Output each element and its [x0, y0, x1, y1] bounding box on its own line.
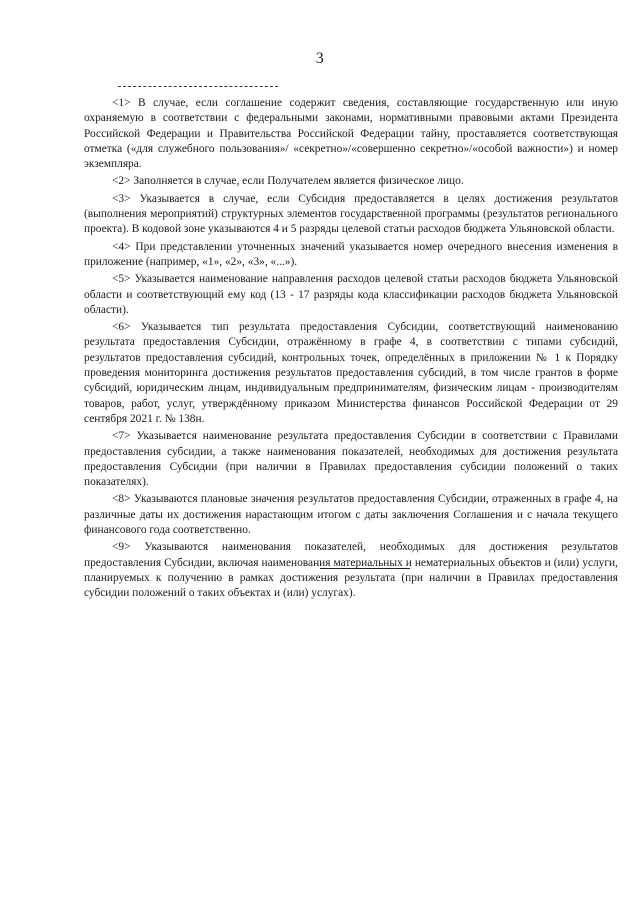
footnote-1: <1> В случае, если соглашение содержит сведения, составляющие государственную или иную охраняемую в соответствии с федеральными законами, нормативными правовыми актами Президента Российской Федерации и Правительства Российской Федерации тайну, проставляется соответствующая отметка («для служебного пользования»/ «секретно»/«совершенно секретно»/«особой важности») и номер экземпляра. [84, 97, 618, 171]
footnote-5: <5> Указывается наименование направления расходов целевой статьи расходов бюджета Ульяновской области и соответствующий ему код (13 - 17 разряды кода классификации расходов бюджета Ульяновской области). [84, 273, 618, 316]
footnote-3: <3> Указывается в случае, если Субсидия предоставляется в целях достижения результатов (выполнения мероприятий) структурных элементов государственной программы (результатов регионального проекта). В кодовой зоне указываются 4 и 5 разряды целевой статьи расходов бюджета Ульяновской области. [84, 192, 618, 236]
page-number: 3 [315, 50, 325, 67]
end-of-notes-line [320, 568, 410, 569]
footnote-6: <6> Указывается тип результата предоставления Субсидии, соответствующий наименованию результата предоставления Субсидии, отражённому в графе 4, в соответствии с типами субсидий, результатов предоставления субсидий, контрольных точек, определённых в приложении № 1 к Порядку проведения мониторинга достижения результатов предоставления субсидий, в том числе грантов в форме субсидий, юридическим лицам, индивидуальным предпринимателям, физическим лицам - производителям товаров, работ, услуг, утверждённому приказом Министерства финансов Российской Федерации от 29 сентября 2021 г. № 138н. [84, 321, 618, 425]
footnote-9: <9> Указываются наименования показателей, необходимых для достижения результатов предоставления Субсидии, включая наименования материальных и нематериальных объектов и (или) услуги, планируемых к получению в рамках достижения результата (при наличии в Правилах предоставления субсидии положений о таких объектах и (или) услугах). [84, 541, 618, 600]
footnote-8: <8> Указываются плановые значения результатов предоставления Субсидии, отраженных в графе 4, на различные даты их достижения нарастающим итогом с даты заключения Соглашения и с начала текущего финансового года соответственно. [84, 493, 618, 537]
footnotes-list [84, 96, 618, 604]
footnote-separator-line [118, 86, 278, 87]
footnote-2: <2> Заполняется в случае, если Получателем является физическое лицо. [112, 175, 464, 188]
footnote-4: <4> При представлении уточненных значений указывается номер очередного внесения изменения в приложение (например, «1», «2», «3», «...»). [84, 240, 618, 268]
footnote-7: <7> Указывается наименование результата предоставления Субсидии в соответствии с Правилами предоставления субсидии, а также наименования показателей, необходимых для достижения результата предоставления Субсидии (при наличии в Правилах предоставления субсидии положений о таких показателях). [84, 430, 618, 489]
